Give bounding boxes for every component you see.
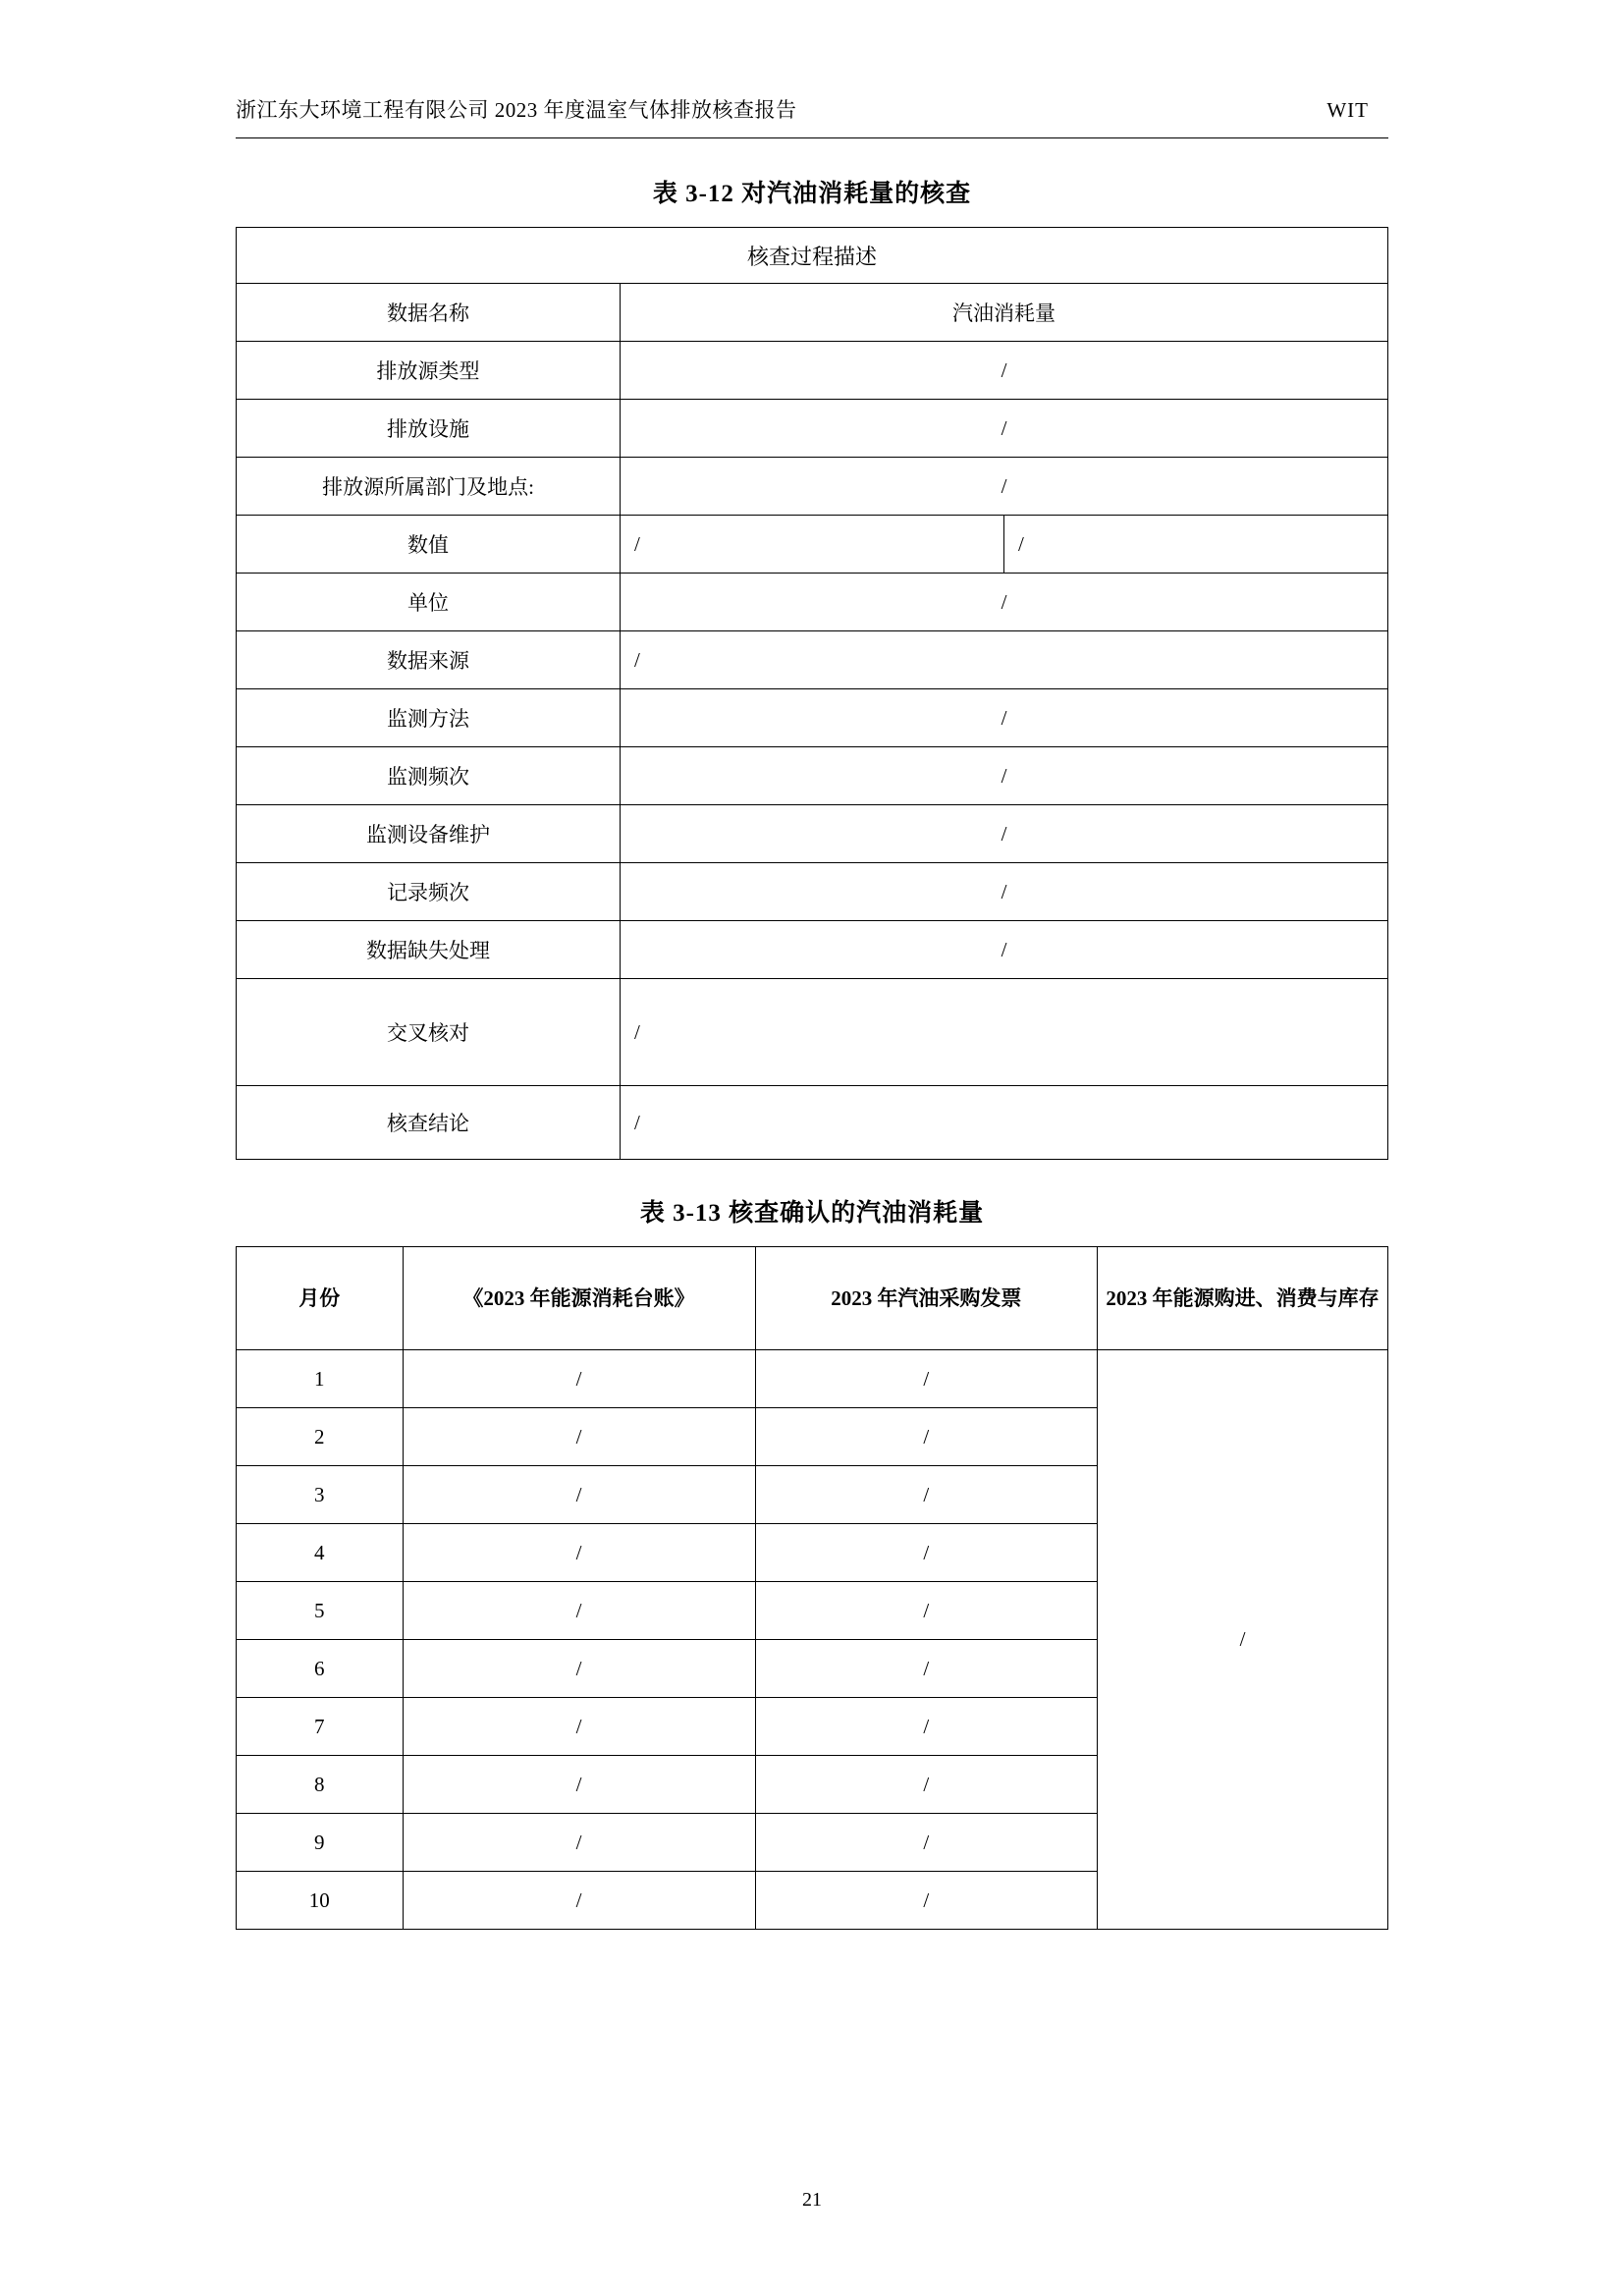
row-label: 数据来源 xyxy=(237,631,621,689)
column-header-energy-balance: 2023 年能源购进、消费与库存 xyxy=(1098,1247,1388,1350)
row-value: / xyxy=(621,805,1388,863)
cell-ledger: / xyxy=(403,1582,755,1640)
cell-invoice: / xyxy=(755,1814,1098,1872)
table-row xyxy=(237,1350,1388,1408)
table-row xyxy=(237,1086,1388,1160)
cell-invoice: / xyxy=(755,1524,1098,1582)
row-value: / xyxy=(621,921,1388,979)
row-label: 监测频次 xyxy=(237,747,621,805)
table-row xyxy=(237,342,1388,400)
row-value: / xyxy=(621,979,1388,1086)
cell-ledger: / xyxy=(403,1640,755,1698)
cell-month: 9 xyxy=(237,1814,404,1872)
header-title: 浙江东大环境工程有限公司 2023 年度温室气体排放核查报告 xyxy=(236,98,797,122)
row-label: 数值 xyxy=(237,516,621,574)
row-label: 数据名称 xyxy=(237,284,621,342)
cell-ledger: / xyxy=(403,1466,755,1524)
cell-month: 8 xyxy=(237,1756,404,1814)
verification-process-table xyxy=(236,227,1388,1160)
table-row xyxy=(237,284,1388,342)
cell-invoice: / xyxy=(755,1698,1098,1756)
column-header-month: 月份 xyxy=(237,1247,404,1350)
cell-ledger: / xyxy=(403,1814,755,1872)
page-number: 21 xyxy=(802,2189,822,2211)
column-header-invoice: 2023 年汽油采购发票 xyxy=(755,1247,1098,1350)
cell-month: 6 xyxy=(237,1640,404,1698)
cell-invoice: / xyxy=(755,1872,1098,1930)
table-row xyxy=(237,979,1388,1086)
cell-month: 7 xyxy=(237,1698,404,1756)
cell-month: 5 xyxy=(237,1582,404,1640)
table-3-12-caption: 表 3-12 对汽油消耗量的核查 xyxy=(652,181,972,207)
cell-ledger: / xyxy=(403,1756,755,1814)
header-organization: WIT xyxy=(1326,98,1369,122)
table-row xyxy=(237,805,1388,863)
row-label: 单位 xyxy=(237,574,621,631)
row-label: 交叉核对 xyxy=(237,979,621,1086)
cell-invoice: / xyxy=(755,1350,1098,1408)
gasoline-consumption-table xyxy=(236,1246,1388,1930)
row-value: / xyxy=(621,574,1388,631)
cell-ledger: / xyxy=(403,1872,755,1930)
table-row xyxy=(237,631,1388,689)
cell-month: 10 xyxy=(237,1872,404,1930)
table-row xyxy=(237,516,1388,574)
cell-invoice: / xyxy=(755,1756,1098,1814)
row-label: 数据缺失处理 xyxy=(237,921,621,979)
cell-month: 4 xyxy=(237,1524,404,1582)
row-value: / xyxy=(621,342,1388,400)
table-row xyxy=(237,747,1388,805)
cell-invoice: / xyxy=(755,1466,1098,1524)
table-row xyxy=(237,574,1388,631)
cell-month: 2 xyxy=(237,1408,404,1466)
cell-ledger: / xyxy=(403,1698,755,1756)
row-label: 监测方法 xyxy=(237,689,621,747)
table-row xyxy=(237,458,1388,516)
table-row xyxy=(237,228,1388,284)
table-row xyxy=(237,921,1388,979)
cell-month: 3 xyxy=(237,1466,404,1524)
cell-ledger: / xyxy=(403,1350,755,1408)
row-value: / xyxy=(621,747,1388,805)
row-value: / xyxy=(621,631,1388,689)
row-label: 监测设备维护 xyxy=(237,805,621,863)
table-row xyxy=(237,689,1388,747)
cell-month: 1 xyxy=(237,1350,404,1408)
row-value: / xyxy=(621,689,1388,747)
cell-ledger: / xyxy=(403,1408,755,1466)
table-header-row xyxy=(237,1247,1388,1350)
row-label: 核查结论 xyxy=(237,1086,621,1160)
cell-invoice: / xyxy=(755,1582,1098,1640)
cell-invoice: / xyxy=(755,1640,1098,1698)
cell-invoice: / xyxy=(755,1408,1098,1466)
column-header-ledger: 《2023 年能源消耗台账》 xyxy=(403,1247,755,1350)
row-label: 记录频次 xyxy=(237,863,621,921)
row-value: / xyxy=(621,516,1004,574)
table-row xyxy=(237,863,1388,921)
row-value-secondary: / xyxy=(1004,516,1388,574)
row-value: / xyxy=(621,863,1388,921)
page-header xyxy=(236,94,1388,138)
row-label: 排放设施 xyxy=(237,400,621,458)
table-header-cell: 核查过程描述 xyxy=(237,228,1388,284)
row-label: 排放源类型 xyxy=(237,342,621,400)
row-value: / xyxy=(621,1086,1388,1160)
row-value: 汽油消耗量 xyxy=(621,284,1388,342)
row-value: / xyxy=(621,458,1388,516)
table-row xyxy=(237,400,1388,458)
cell-ledger: / xyxy=(403,1524,755,1582)
cell-energy-balance-merged: / xyxy=(1098,1350,1388,1930)
row-label: 排放源所属部门及地点: xyxy=(237,458,621,516)
row-value: / xyxy=(621,400,1388,458)
table-3-13-caption: 表 3-13 核查确认的汽油消耗量 xyxy=(639,1200,985,1227)
